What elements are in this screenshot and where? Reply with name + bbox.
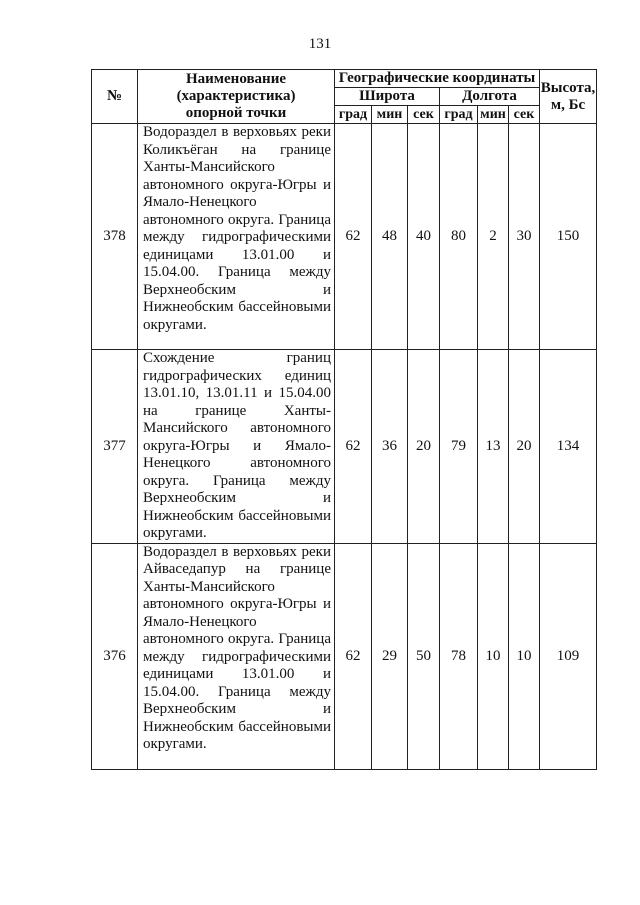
height-value: 109 — [540, 543, 597, 769]
longitude-minutes: 13 — [478, 350, 509, 544]
header-lon-min: мин — [478, 106, 509, 124]
latitude-seconds: 40 — [408, 124, 440, 350]
header-lat-deg: град — [335, 106, 372, 124]
table-row — [92, 543, 597, 769]
longitude-minutes: 2 — [478, 124, 509, 350]
longitude-seconds: 30 — [509, 124, 540, 350]
longitude-minutes: 10 — [478, 543, 509, 769]
header-height-line2: м, Бс — [550, 96, 586, 113]
header-height-line1: Высота, — [540, 79, 596, 96]
latitude-minutes: 29 — [372, 543, 408, 769]
point-description: Схождение границ гидрографических единиц 13.01.10, 13.01.11 и 15.04.00 на границе Ханты-Мансийского автономного округа-Югры и Ямало-Ненецкого автономного округа. Граница между Верхнеобским и Нижнеобским бассейновыми округами. — [138, 350, 335, 544]
latitude-minutes: 36 — [372, 350, 408, 544]
header-height — [540, 70, 597, 124]
point-description: Водораздел в верховьях реки Коликъёган на границе Ханты-Мансийского автономного округа-Югры и Ямало-Ненецкого автономного округа. Граница между гидрографическими единицами 13.01.00 и 15.04.00. Граница между Верхнеобским и Нижнеобским бассейновыми округами. — [138, 124, 335, 350]
longitude-degrees: 79 — [440, 350, 478, 544]
point-number: 377 — [92, 350, 138, 544]
header-lat-sec: сек — [408, 106, 440, 124]
page-number: 131 — [308, 36, 332, 52]
longitude-degrees: 78 — [440, 543, 478, 769]
height-value: 150 — [540, 124, 597, 350]
latitude-degrees: 62 — [335, 124, 372, 350]
point-number: 376 — [92, 543, 138, 769]
coordinates-table — [91, 69, 597, 770]
header-lon-sec: сек — [509, 106, 540, 124]
header-latitude: Широта — [335, 88, 440, 106]
point-number: 378 — [92, 124, 138, 350]
point-description: Водораздел в верховьях реки Айваседапур на границе Ханты-Мансийского автономного округа-Югры и Ямало-Ненецкого автономного округа. Граница между гидрографическими единицами 13.01.00 и 15.04.00. Граница между Верхнеобским и Нижнеобским бассейновыми округами. — [138, 543, 335, 769]
header-lon-deg: град — [440, 106, 478, 124]
latitude-degrees: 62 — [335, 543, 372, 769]
header-lat-min: мин — [372, 106, 408, 124]
header-geo-coordinates: Географические координаты — [335, 70, 540, 88]
header-row-1 — [92, 70, 597, 88]
latitude-minutes: 48 — [372, 124, 408, 350]
header-name — [138, 70, 335, 124]
header-name-line2: (характеристика) — [176, 88, 296, 104]
header-name-line1: Наименование — [186, 71, 286, 87]
header-num: № — [92, 70, 138, 124]
latitude-degrees: 62 — [335, 350, 372, 544]
height-value: 134 — [540, 350, 597, 544]
header-longitude: Долгота — [440, 88, 540, 106]
latitude-seconds: 20 — [408, 350, 440, 544]
longitude-degrees: 80 — [440, 124, 478, 350]
table-row — [92, 350, 597, 544]
latitude-seconds: 50 — [408, 543, 440, 769]
table-row — [92, 124, 597, 350]
longitude-seconds: 20 — [509, 350, 540, 544]
longitude-seconds: 10 — [509, 543, 540, 769]
header-name-line3: опорной точки — [185, 105, 287, 121]
